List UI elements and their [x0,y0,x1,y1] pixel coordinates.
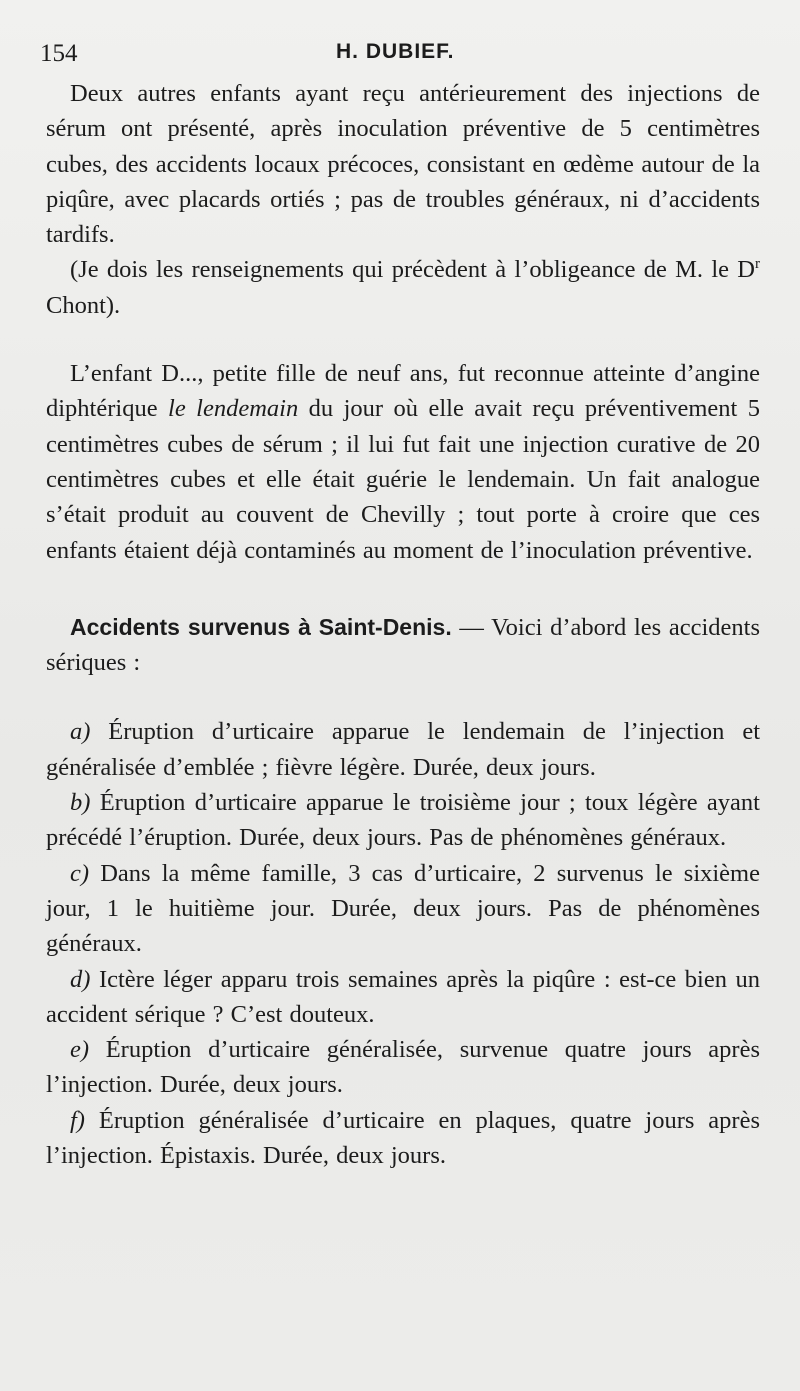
paragraph-2-end: Chont). [46,291,121,319]
running-head: H. DUBIEF. [336,40,455,63]
paragraph-2-text: (Je dois les renseignements qui précèdent à l’obligeance de M. le D [70,256,755,284]
superscript-r: r [755,256,760,273]
list-item-text: Éruption d’urticaire généralisée, survenue quatre jours après l’injection. Durée, deux jours. [46,1036,760,1099]
list-item-c [46,856,760,962]
spacer [46,680,760,714]
spacer [46,568,760,610]
paragraph-3-text: L’enfant D..., petite fille de neuf ans, fut reconnue atteinte d’angine diphtérique [46,360,760,423]
list-item-text: Dans la même famille, 3 cas d’urticaire, 2 survenus le sixième jour, 1 le huitième jour. Durée, deux jours. Pas de phénomènes généraux. [46,859,760,958]
list-item-a [46,714,760,785]
paragraph-2 [46,252,760,323]
list-item-text: Éruption d’urticaire apparue le lendemain de l’injection et généralisée d’emblée ; fièvre légère. Durée, deux jours. [46,718,760,781]
list-letter: c) [70,859,90,887]
list-item-b [46,785,760,856]
list-item-text: Ictère léger apparu trois semaines après la piqûre : est-ce bien un accident sérique ? C’est douteux. [46,965,760,1028]
list-letter: b) [70,789,91,817]
page-number: 154 [40,40,78,67]
list-item-text: Éruption généralisée d’urticaire en plaques, quatre jours après l’injection. Épistaxis. Durée, deux jours. [46,1106,760,1170]
spacer [46,323,760,356]
paragraph-1: Deux autres enfants ayant reçu antérieurement des injections de sérum ont présenté, après inoculation préventive de 5 centimètres cubes, des accidents locaux précoces, consistant en œdème autour de la piqûre, avec placards ortiés ; pas de troubles généraux, ni d’accidents tardifs. [46,80,760,249]
body-text [46,76,760,1173]
list-item-text: Éruption d’urticaire apparue le troisième jour ; toux légère ayant précédé l’éruption. Durée, deux jours. Pas de phénomènes généraux. [46,789,760,852]
list-item-f [46,1103,760,1174]
list-letter: e) [70,1036,90,1064]
section-intro: — Voici d’abord les accidents sériques : [46,613,760,677]
section-title: Accidents survenus à Saint-Denis. [70,613,452,640]
list-item-d [46,962,760,1033]
page-header [40,34,760,74]
list-letter: d) [70,965,91,993]
paragraph-3 [46,356,760,568]
list-item-e [46,1032,760,1103]
list-letter: a) [70,718,91,746]
list-letter: f) [70,1106,85,1134]
paragraph-3-end: du jour où elle avait reçu préventivement 5 centimètres cubes de sérum ; il lui fut fait une injection curative de 20 centimètres cubes et elle était guérie le lendemain. Un fait analogue s’était produit au couvent de Chevilly ; tout porte à croire que ces enfants étaient déjà contaminés au moment de l’inoculation préventive. [46,395,760,564]
emphasis-lendemain: le lendemain [168,395,299,423]
section-paragraph [46,610,760,681]
